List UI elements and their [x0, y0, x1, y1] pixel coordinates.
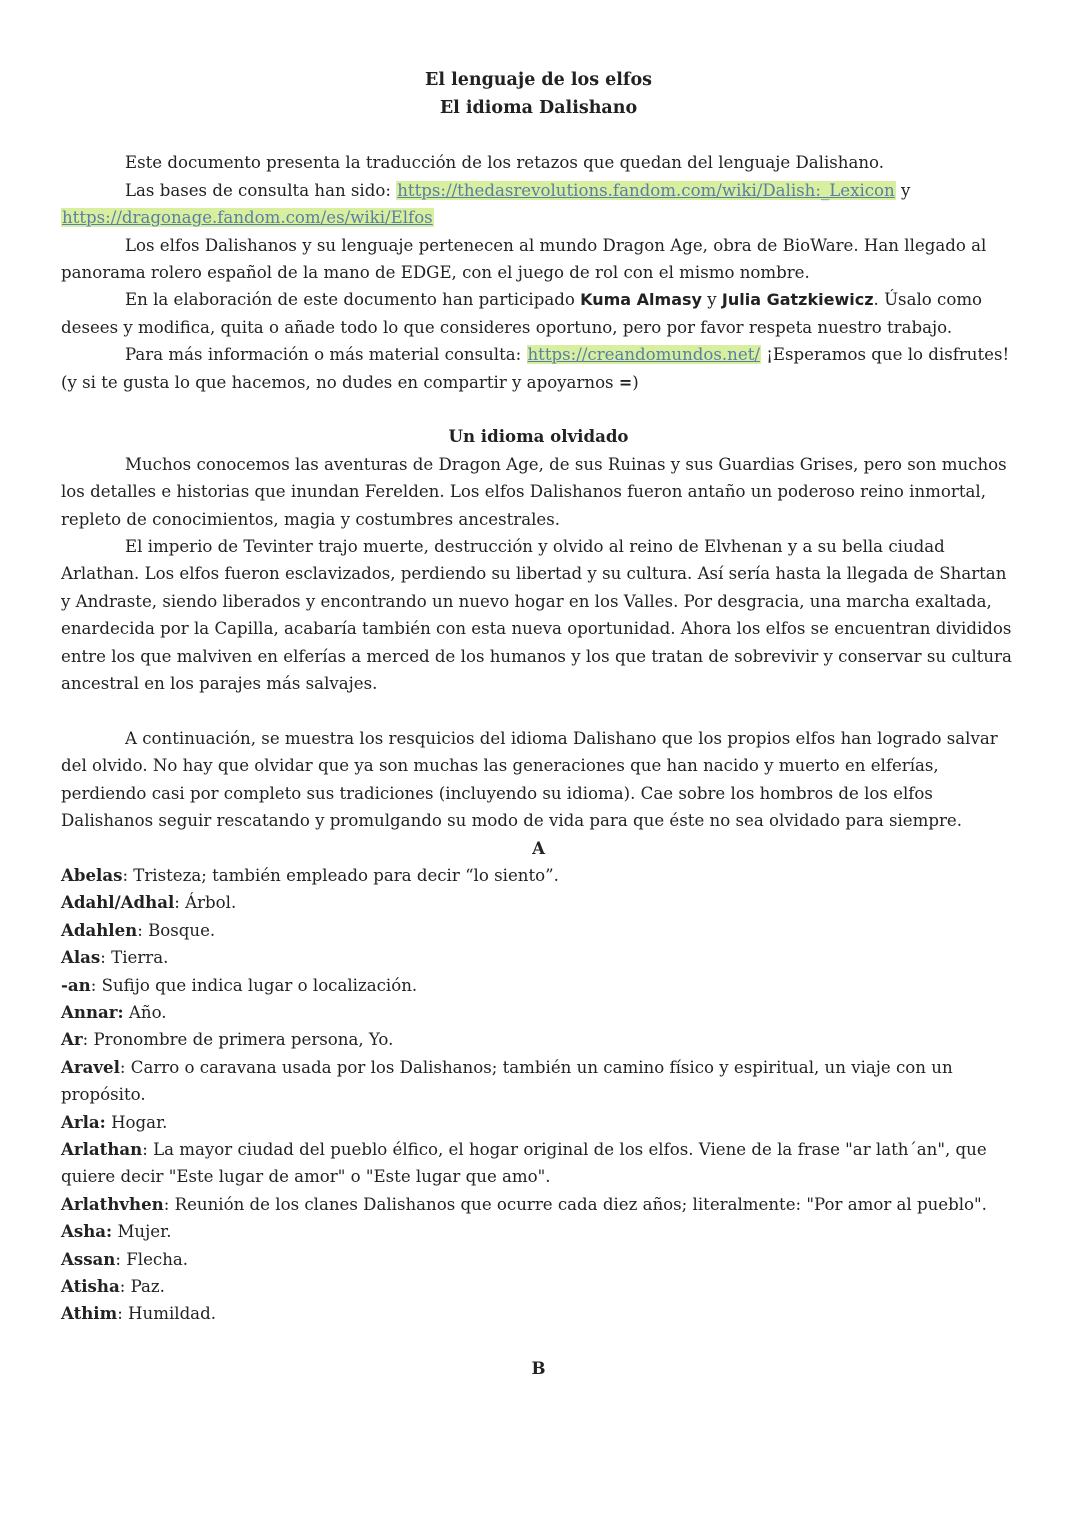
- lexicon-link[interactable]: https://thedasrevolutions.fandom.com/wiki/Dalish:_Lexicon: [397, 180, 895, 200]
- glossary-definition: La mayor ciudad del pueblo élfico, el hogar original de los elfos. Viene de la frase "ar lath´an", que quiere decir "Este lugar de amor" o "Este lugar que amo".: [61, 1139, 987, 1187]
- glossary-term: Annar:: [61, 1001, 124, 1022]
- document-subtitle: El idioma Dalishano: [439, 98, 638, 118]
- glossary-entry: [61, 1246, 1016, 1273]
- glossary-definition: Tierra.: [105, 948, 169, 968]
- glossary-entry: [61, 1136, 1016, 1191]
- spacer: [61, 396, 1016, 423]
- glossary-separator: :: [117, 1304, 123, 1324]
- glossary-separator: :: [100, 948, 106, 968]
- glossary-separator: :: [137, 920, 143, 940]
- glossary-term: Arlathvhen: [61, 1193, 164, 1214]
- glossary-definition: Flecha.: [120, 1249, 189, 1269]
- glossary-separator: :: [119, 1277, 126, 1297]
- glossary-term: Athim: [61, 1303, 118, 1324]
- section-paragraph-1: Muchos conocemos las aventuras de Dragon Age, de sus Ruinas y sus Guardias Grises, pero son muchos los detalles e historias que inundan Ferelden. Los elfos Dalishanos fueron antaño un poderoso reino inmortal, repleto de conocimientos, magia y costumbres ancestrales.: [61, 454, 1007, 529]
- letter-heading-a: A: [532, 837, 545, 858]
- glossary-definition: Tristeza; también empleado para decir “lo siento”.: [128, 865, 559, 885]
- glossary-definition: Hogar.: [105, 1112, 168, 1132]
- glossary-term: Arlathan: [61, 1138, 143, 1159]
- intro-p2-mid: y: [895, 180, 911, 200]
- glossary-definition: Año.: [123, 1002, 167, 1022]
- glossary-separator: :: [115, 1249, 121, 1269]
- glossary-definition: Paz.: [125, 1277, 165, 1297]
- glossary-definition: Bosque.: [142, 920, 216, 940]
- glossary-term: Arla:: [61, 1111, 106, 1132]
- glossary-term: Adahlen: [61, 919, 138, 940]
- glossary-list: [61, 862, 1016, 1328]
- glossary-definition: Reunión de los clanes Dalishanos que ocurre cada diez años; literalmente: "Por amor al pueblo".: [169, 1194, 987, 1214]
- author-name-2: Julia Gatzkiewicz: [721, 290, 874, 310]
- glossary-entry: [61, 1026, 1016, 1053]
- glossary-definition: Humildad.: [122, 1304, 216, 1324]
- intro-p5-rest: ¡Esperamos que lo disfrutes! (y si te gusta lo que hacemos, no dudes en compartir y apoyarnos: [61, 345, 1010, 392]
- glossary-entry: [61, 862, 1016, 889]
- glossary-entry: [61, 944, 1016, 971]
- glossary-separator: :: [142, 1139, 148, 1159]
- document-title: El lenguaje de los elfos: [424, 70, 652, 90]
- glossary-separator: :: [119, 1057, 126, 1077]
- spacer: [61, 698, 1016, 725]
- glossary-separator: :: [174, 893, 180, 913]
- author-name-1: Kuma Almasy: [580, 290, 702, 310]
- intro-p4-text: En la elaboración de este documento han participado: [125, 290, 581, 310]
- glossary-definition: Árbol.: [179, 893, 237, 913]
- glossary-definition: Mujer.: [112, 1222, 172, 1242]
- intro-p4-rest: . Úsalo como desees y modifica, quita o añade todo lo que consideres oportuno, pero por favor respeta nuestro trabajo.: [61, 290, 983, 337]
- spacer: [61, 1328, 1016, 1355]
- document-page: [61, 66, 1016, 1383]
- elfos-wiki-link[interactable]: https://dragonage.fandom.com/es/wiki/Elfos: [62, 208, 433, 228]
- glossary-entry: [61, 999, 1016, 1026]
- glossary-term: Asha:: [61, 1221, 113, 1242]
- glossary-entry: [61, 1218, 1016, 1245]
- intro-paragraph-3: Los elfos Dalishanos y su lenguaje pertenecen al mundo Dragon Age, obra de BioWare. Han llegado al panorama rolero español de la mano de EDGE, con el juego de rol con el mismo nombre.: [61, 235, 987, 283]
- glossary-term: Atisha: [61, 1276, 120, 1297]
- intro-paragraph-5: [61, 341, 1016, 396]
- intro-paragraph-4: [61, 286, 1016, 341]
- intro-paragraph-1: Este documento presenta la traducción de los retazos que quedan del lenguaje Dalishano.: [125, 153, 885, 173]
- intro-p5-text: Para más información o más material consulta:: [125, 345, 527, 365]
- glossary-entry: [61, 1300, 1016, 1327]
- glossary-definition: Pronombre de primera persona, Yo.: [88, 1030, 394, 1050]
- spacer: [61, 122, 1016, 149]
- letter-heading-b: B: [531, 1358, 546, 1379]
- glossary-entry: [61, 917, 1016, 944]
- glossary-term: Assan: [61, 1248, 116, 1269]
- glossary-separator: :: [82, 1030, 89, 1050]
- glossary-entry: [61, 889, 1016, 916]
- intro-p4-and: y: [701, 290, 722, 310]
- intro-p2-text: Las bases de consulta han sido:: [125, 180, 397, 200]
- intro-paragraph-2: [61, 177, 1016, 232]
- glossary-separator: :: [163, 1194, 170, 1214]
- glossary-term: Abelas: [61, 864, 123, 885]
- glossary-separator: :: [90, 975, 97, 995]
- intro-p5-end: ): [632, 372, 639, 392]
- section-paragraph-3: A continuación, se muestra los resquicios del idioma Dalishano que los propios elfos han logrado salvar del olvido. No hay que olvidar que ya son muchas las generaciones que han nacido y muerto en elferías, perdiendo casi por completo sus tradiciones (incluyendo su idioma). Cae sobre los hombros de los elfos Dalishanos seguir rescatando y promulgando su modo de vida para que éste no sea olvidado para siempre.: [61, 728, 998, 831]
- glossary-entry: [61, 1109, 1016, 1136]
- glossary-term: Adahl/Adhal: [61, 892, 175, 913]
- glossary-term: Alas: [61, 947, 101, 968]
- glossary-definition: Carro o caravana usada por los Dalishanos; también un camino físico y espiritual, un viaje con un propósito.: [61, 1057, 953, 1105]
- glossary-entry: [61, 1273, 1016, 1300]
- glossary-term: -an: [61, 974, 91, 995]
- section-heading: Un idioma olvidado: [448, 426, 629, 447]
- glossary-entry: [61, 1191, 1016, 1218]
- smiley-text: =: [618, 372, 633, 392]
- section-paragraph-2: El imperio de Tevinter trajo muerte, destrucción y olvido al reino de Elvhenan y a su bella ciudad Arlathan. Los elfos fueron esclavizados, perdiendo su libertad y su cultura. Así sería hasta la llegada de Shartan y Andraste, siendo liberados y encontrando un nuevo hogar en los Valles. Por desgracia, una marcha exaltada, enardecida por la Capilla, acabaría también con esta nueva oportunidad. Ahora los elfos se encuentran divididos entre los que malviven en elferías a merced de los humanos y los que tratan de sobrevivir y conservar su cultura ancestral en los parajes más salvajes.: [61, 537, 1012, 694]
- glossary-term: Ar: [61, 1029, 83, 1050]
- glossary-definition: Sufijo que indica lugar o localización.: [96, 975, 418, 995]
- glossary-entry: [61, 972, 1016, 999]
- glossary-term: Aravel: [61, 1056, 120, 1077]
- glossary-separator: :: [122, 865, 129, 885]
- glossary-entry: [61, 1054, 1016, 1109]
- creandomundos-link[interactable]: https://creandomundos.net/: [527, 345, 760, 365]
